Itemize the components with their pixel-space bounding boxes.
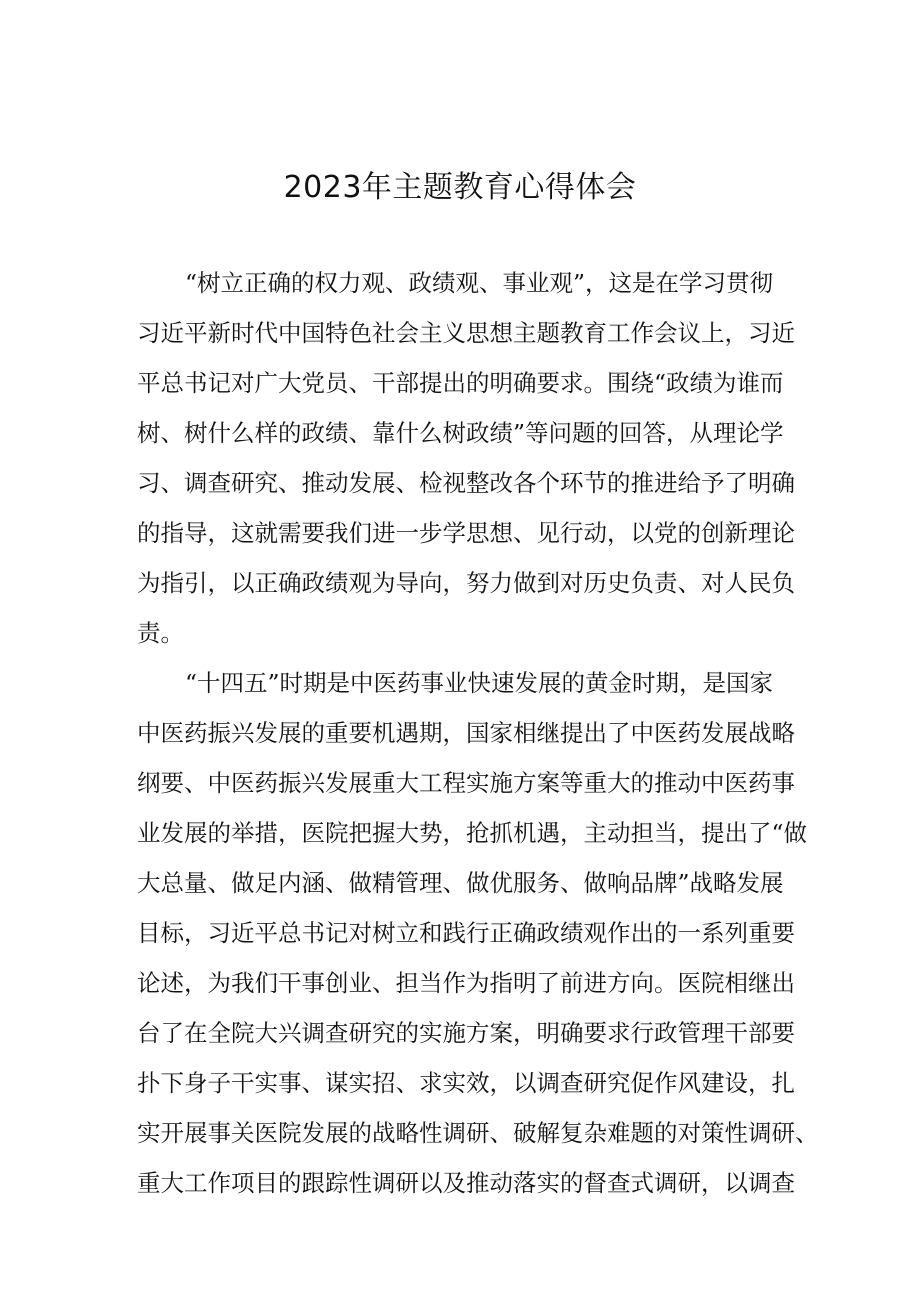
paragraph-line: 的指导，这就需要我们进一步学思想、见行动，以党的创新理论 — [137, 519, 795, 547]
document-body — [137, 258, 819, 1208]
paragraph-line: 中医药振兴发展的重要机遇期，国家相继提出了中医药发展战略 — [137, 719, 795, 747]
paragraph-1 — [137, 258, 807, 658]
paragraph-line: 大总量、做足内涵、做精管理、做优服务、做响品牌”战略发展 — [137, 869, 784, 897]
paragraph-line: 纲要、中医药振兴发展重大工程实施方案等重大的推动中医药事 — [137, 769, 795, 797]
paragraph-line: 为指引，以正确政绩观为导向，努力做到对历史负责、对人民负 — [137, 569, 795, 597]
paragraph-line: 业发展的举措，医院把握大势，抢抓机遇，主动担当，提出了“做 — [137, 819, 808, 847]
paragraph-line: “十四五”时期是中医药事业快速发展的黄金时期，是国家 — [185, 669, 774, 697]
paragraph-line: 台了在全院大兴调查研究的实施方案，明确要求行政管理干部要 — [137, 1019, 795, 1047]
paragraph-line: 实开展事关医院发展的战略性调研、破解复杂难题的对策性调研、 — [137, 1119, 819, 1147]
paragraph-line: 重大工作项目的跟踪性调研以及推动落实的督查式调研，以调查 — [137, 1169, 795, 1197]
document-title: 2023年主题教育心得体会 — [283, 170, 637, 205]
paragraph-line: 习近平新时代中国特色社会主义思想主题教育工作会议上，习近 — [137, 319, 795, 347]
paragraph-line: 论述，为我们干事创业、担当作为指明了前进方向。医院相继出 — [137, 969, 795, 997]
paragraph-line: 习、调查研究、推动发展、检视整改各个环节的推进给予了明确 — [137, 469, 795, 497]
paragraph-line: 平总书记对广大党员、干部提出的明确要求。围绕“政绩为谁而 — [137, 369, 784, 397]
paragraph-line: “树立正确的权力观、政绩观、事业观”，这是在学习贯彻 — [185, 269, 774, 297]
paragraph-line: 责。 — [137, 619, 184, 647]
paragraph-line: 树、树什么样的政绩、靠什么树政绩”等问题的回答，从理论学 — [137, 419, 784, 447]
paragraph-2 — [137, 658, 819, 1208]
paragraph-line: 扑下身子干实事、谋实招、求实效，以调查研究促作风建设，扎 — [137, 1069, 795, 1097]
paragraph-line: 目标，习近平总书记对树立和践行正确政绩观作出的一系列重要 — [137, 919, 795, 947]
